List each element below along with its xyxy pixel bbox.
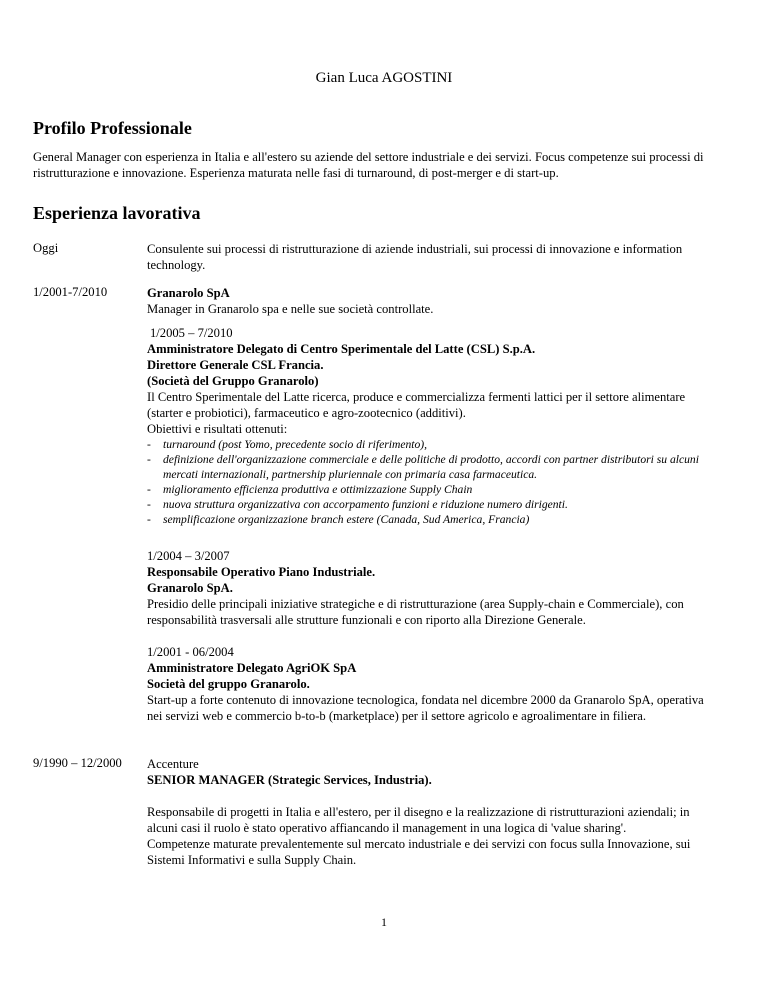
accenture-text-1: Responsabile di progetti in Italia e all'estero, per il disegno e la realizzazione di ristrutturazioni aziendali; in alcuni casi il ruolo è stato operativo affiancando il management in una logica di 'value sharing'. — [147, 805, 690, 835]
accenture-company: Accenture — [147, 757, 199, 771]
result-item: - miglioramento efficienza produttiva e ottimizzazione Supply Chain — [147, 482, 722, 497]
accenture-role: SENIOR MANAGER (Strategic Services, Industria). — [147, 773, 432, 787]
accenture-block — [147, 756, 722, 788]
csl-results — [147, 421, 722, 527]
experience-heading: Esperienza lavorativa — [33, 203, 201, 223]
date-oggi: Oggi — [33, 241, 59, 255]
csl-text: Il Centro Sperimentale del Latte ricerca, produce e commercializza fermenti lattici per il settore alimentare (starter e probiotici), farmaceutico e agro-zootecnico (additivi). — [147, 390, 686, 420]
granarolo-company: Granarolo SpA — [147, 286, 230, 300]
agriok-group: Società del gruppo Granarolo. — [147, 677, 310, 691]
accenture-details — [147, 804, 722, 868]
result-item: - turnaround (post Yomo, precedente socio di riferimento), — [147, 437, 722, 452]
page-number: 1 — [381, 915, 387, 929]
profile-heading: Profilo Professionale — [33, 118, 192, 138]
agriok-role: Amministratore Delegato AgriOK SpA — [147, 661, 357, 675]
agriok-text: Start-up a forte contenuto di innovazione tecnologica, fondata nel dicembre 2000 da Granarolo SpA, operativa nei servizi web e commercio b-to-b (marketplace) per il settore agricolo e agroalimentare in filiera. — [147, 693, 704, 723]
agriok-period: 1/2001 - 06/2004 — [147, 645, 234, 659]
date-accenture: 9/1990 – 12/2000 — [33, 756, 122, 770]
results-list — [147, 437, 722, 527]
result-item: - definizione dell'organizzazione commerciale e delle politiche di prodotto, accordi con partner distributori su alcuni mercati internazionali, partnership pluriennale con primaria casa farmaceutica. — [147, 452, 722, 482]
piano-role: Responsabile Operativo Piano Industriale. — [147, 565, 376, 579]
piano-block — [147, 548, 722, 628]
oggi-text: Consulente sui processi di ristrutturazione di aziende industriali, sui processi di innovazione e information technology. — [147, 242, 683, 272]
candidate-name: Gian Luca AGOSTINI — [315, 70, 453, 86]
profile-text: General Manager con esperienza in Italia e all'estero su aziende del settore industriale e dei servizi. Focus competenze sui processi di ristrutturazione e innovazione. Esperienza maturata nelle fasi di turnaround, di post-merger e di start-up. — [33, 150, 704, 180]
piano-company: Granarolo SpA. — [147, 581, 233, 595]
csl-block — [147, 325, 722, 421]
granarolo-block — [147, 285, 722, 317]
granarolo-text: Manager in Granarolo spa e nelle sue società controllate. — [147, 302, 434, 316]
date-granarolo: 1/2001-7/2010 — [33, 285, 108, 299]
piano-text: Presidio delle principali iniziative strategiche e di ristrutturazione (area Supply-chain e Commerciale), con responsabilità trasversali alle strutture funzionali e con riporto alla Direzione Generale. — [147, 597, 684, 627]
result-item: - nuova struttura organizzativa con accorpamento funzioni e riduzione numero dirigenti. — [147, 497, 722, 512]
csl-role-2: Direttore Generale CSL Francia. — [147, 358, 324, 372]
piano-period: 1/2004 – 3/2007 — [147, 549, 230, 563]
result-item: - semplificazione organizzazione branch estere (Canada, Sud America, Francia) — [147, 512, 722, 527]
agriok-block — [147, 644, 722, 724]
accenture-text-2: Competenze maturate prevalentemente sul mercato industriale e dei servizi con focus sulla Innovazione, sui Sistemi Informativi e sulla Supply Chain. — [147, 837, 691, 867]
csl-period: 1/2005 – 7/2010 — [150, 326, 233, 340]
csl-role-1: Amministratore Delegato di Centro Sperimentale del Latte (CSL) S.p.A. — [147, 342, 536, 356]
results-label: Obiettivi e risultati ottenuti: — [147, 422, 288, 436]
csl-group: (Società del Gruppo Granarolo) — [147, 374, 319, 388]
